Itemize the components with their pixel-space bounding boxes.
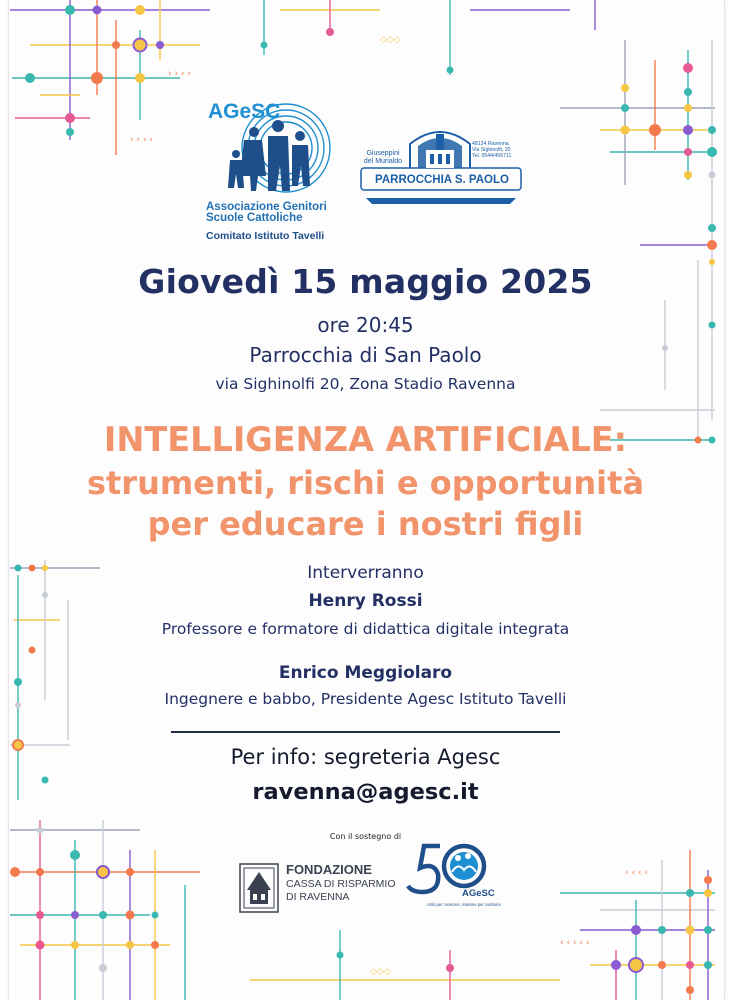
event-date: Giovedì 15 maggio 2025: [138, 262, 593, 301]
fondazione-sub2: DI RAVENNA: [286, 891, 350, 903]
speaker-name: Henry Rossi: [308, 591, 423, 611]
murialdo-label: [362, 150, 404, 166]
svg-text:◇◇◇: ◇◇◇: [370, 967, 391, 977]
svg-text:› › › ›: › › › ›: [130, 135, 153, 145]
parish-logo: [360, 124, 525, 206]
parish-address: [472, 141, 527, 159]
parish-address-line2: Via Sighinolfi, 20: [472, 147, 511, 153]
murialdo-line2: del Murialdo: [363, 158, 403, 165]
fondazione-sub1: CASSA DI RISPARMIO: [286, 878, 396, 890]
agesc-logo: [196, 96, 356, 246]
svg-text:› › › ›: › › › ›: [168, 69, 191, 79]
agesc-50-logo: [402, 836, 502, 910]
event-title-line1: INTELLIGENZA ARTIFICIALE:: [103, 420, 628, 459]
murialdo-line1: Giuseppini: [366, 150, 400, 157]
divider: [171, 731, 560, 733]
agesc-org-line1: Associazione Genitori: [206, 201, 327, 213]
event-time: ore 20:45: [317, 313, 414, 337]
crest-icon: [238, 860, 280, 916]
agesc-committee: Comitato Istituto Tavelli: [206, 230, 325, 242]
svg-text:‹ ‹ ‹ ‹: ‹ ‹ ‹ ‹: [625, 868, 648, 878]
speaker-role: Ingegnere e babbo, Presidente Agesc Istituto Tavelli: [164, 690, 567, 708]
agesc-org-line2: Scuole Cattoliche: [206, 212, 303, 224]
speaker-name: Enrico Meggiolaro: [278, 663, 453, 683]
parish-name: PARROCCHIA S. PAOLO: [375, 174, 509, 186]
agesc-50-tagline: Uniti per crescere, insieme per costruire: [427, 902, 502, 907]
agesc-org-name: [206, 202, 327, 224]
event-address: via Sighinolfi 20, Zona Stadio Ravenna: [215, 375, 516, 393]
agesc-brand: AGeSC: [208, 100, 281, 123]
fondazione-logo: [238, 860, 408, 920]
event-place: Parrocchia di San Paolo: [249, 343, 482, 367]
speaker-role: Professore e formatore di didattica digitale integrata: [161, 620, 570, 638]
fondazione-name: FONDAZIONE: [286, 862, 372, 877]
contact-email[interactable]: ravenna@agesc.it: [252, 779, 479, 805]
event-title-line3: per educare i nostri figli: [147, 505, 584, 543]
parish-address-line1: 48124 Ravenna: [472, 141, 509, 147]
support-label: Con il sostegno di: [329, 832, 402, 841]
parish-address-line3: Tel. 0544/406711: [472, 153, 512, 159]
event-title-line2: strumenti, rischi e opportunità: [86, 464, 645, 502]
speakers-intro: Interverranno: [307, 563, 424, 583]
info-label: Per info: segreteria Agesc: [230, 745, 501, 769]
svg-text:◇◇◇: ◇◇◇: [380, 35, 401, 45]
svg-text:‹ ‹ ‹ ‹ ‹: ‹ ‹ ‹ ‹ ‹: [560, 938, 590, 948]
agesc-50-brand: AGeSC: [462, 888, 495, 899]
